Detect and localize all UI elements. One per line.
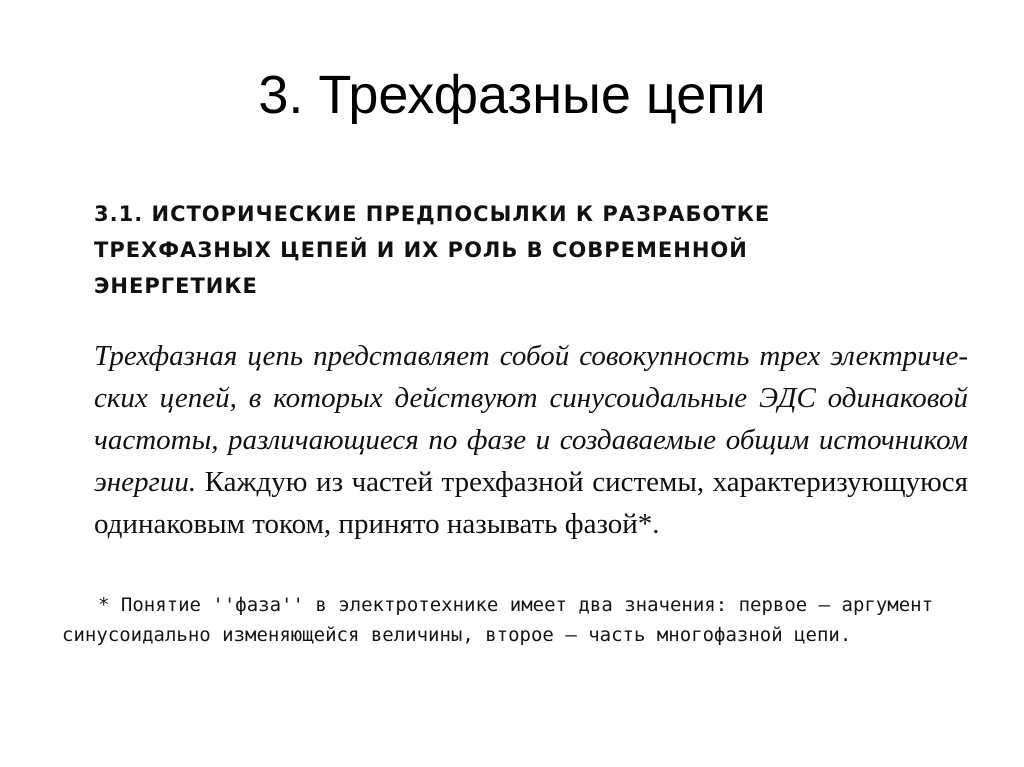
section-heading-line-2: ТРЕХФАЗНЫХ ЦЕПЕЙ И ИХ РОЛЬ В СОВРЕМЕННОЙ [94, 238, 748, 262]
paragraph-line-4-italic: энергии. [94, 466, 197, 498]
paragraph-line-3: частоты, различающиеся по фазе и создаваемые общим источником [94, 424, 968, 456]
footnote-line-2: синусоидально изменяющейся величины, второе – часть многофазной цепи. [62, 624, 852, 646]
section-heading-line-1: 3.1. ИСТОРИЧЕСКИЕ ПРЕДПОСЫЛКИ К РАЗРАБОТКЕ [94, 202, 771, 226]
slide-title: 3. Трехфазные цепи [258, 65, 766, 125]
section-heading-line-3: ЭНЕРГЕТИКЕ [94, 274, 258, 298]
scanned-textbook-excerpt [60, 188, 980, 658]
paragraph-line-1: Трехфазная цепь представляет собой совокупность трех электриче- [94, 340, 968, 372]
paragraph-line-5: одинаковым током, принято называть фазой*. [94, 508, 660, 540]
paragraph-line-4 [94, 464, 968, 500]
footnote-line-1: * Понятие ''фаза'' в электротехнике имеет два значения: первое – аргумент [98, 594, 934, 616]
paragraph-line-2: ских цепей, в которых действуют синусоидальные ЭДС одинаковой [94, 382, 968, 414]
paragraph-line-4-regular: Каждую из частей трехфазной системы, характеризующуюся [204, 466, 969, 498]
